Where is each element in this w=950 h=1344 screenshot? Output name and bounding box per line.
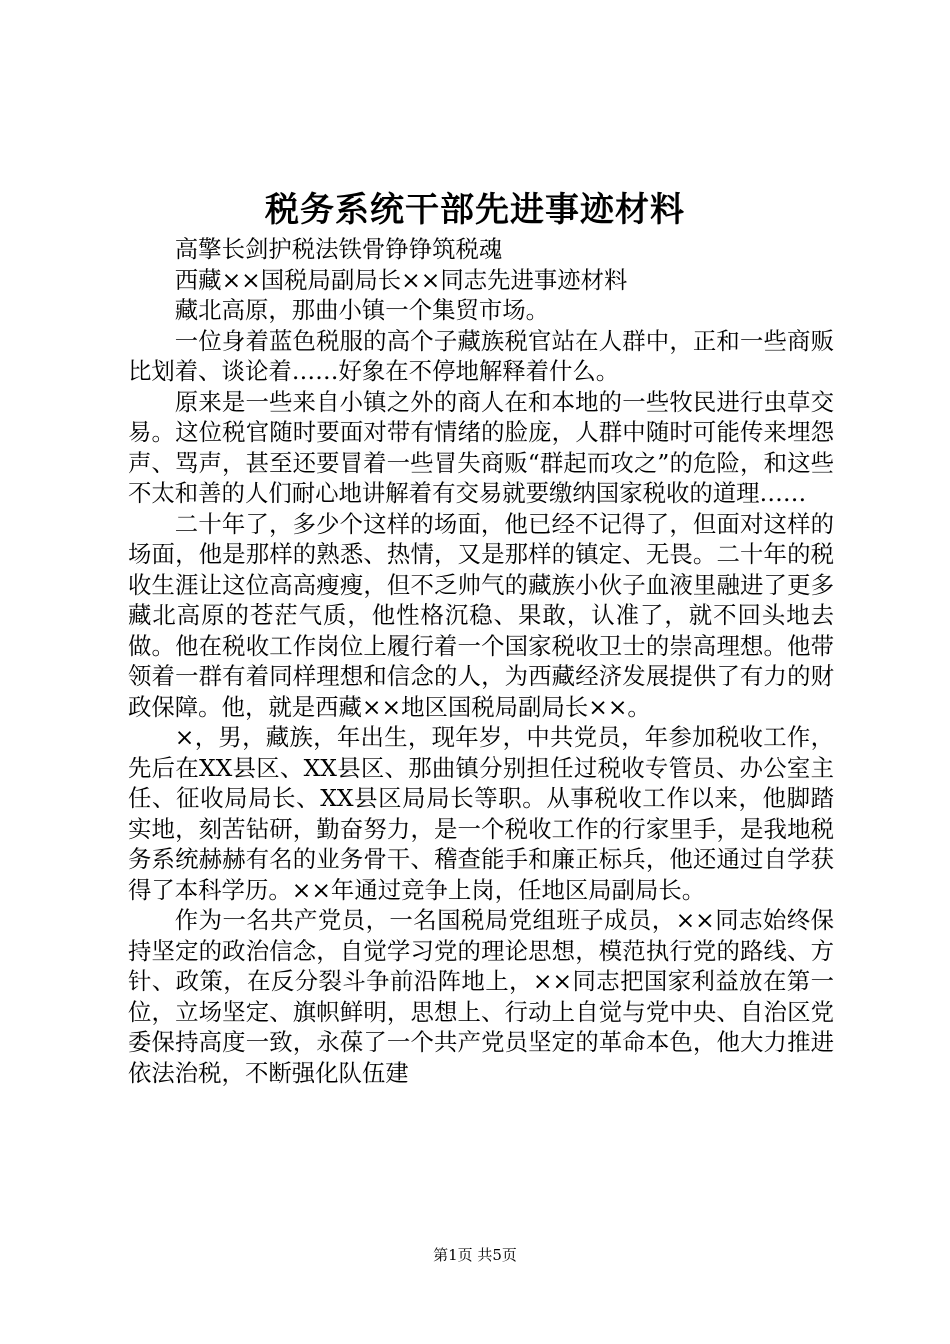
page-number-footer: 第1页 共5页 xyxy=(433,1246,517,1264)
body-paragraph: 原来是一些来自小镇之外的商人在和本地的一些牧民进行虫草交易。这位税官随时要面对带有情绪的脸庞，人群中随时可能传来埋怨声、骂声，甚至还要冒着一些冒失商贩“群起而攻之”的危险，和这些不太和善的人们耐心地讲解着有交易就要缴纳国家税收的道理…… xyxy=(128,387,834,507)
body-paragraph: 一位身着蓝色税服的高个子藏族税官站在人群中，正和一些商贩比划着、谈论着……好象在不停地解释着什么。 xyxy=(128,326,834,385)
body-paragraph: 藏北高原，那曲小镇一个集贸市场。 xyxy=(174,296,550,324)
body-paragraph: ×，男，藏族，年出生，现年岁，中共党员，年参加税收工作，先后在XX县区、XX县区、那曲镇分别担任过税收专管员、办公室主任、征收局局长、XX县区局局长等职。从事税收工作以来，他脚踏实地，刻苦钻研，勤奋努力，是一个税收工作的行家里手，是我地税务系统赫赫有名的业务骨干、稽查能手和廉正标兵，他还通过自学获得了本科学历。××年通过竞争上岗，任地区局副局长。 xyxy=(128,723,834,904)
body-paragraph: 二十年了，多少个这样的场面，他已经不记得了，但面对这样的场面，他是那样的熟悉、热情，又是那样的镇定、无畏。二十年的税收生涯让这位高高瘦瘦，但不乏帅气的藏族小伙子血液里融进了更多藏北高原的苍茫气质，他性格沉稳、果敢，认准了，就不回头地去做。他在税收工作岗位上履行着一个国家税收卫士的崇高理想。他带领着一群有着同样理想和信念的人，为西藏经济发展提供了有力的财政保障。他，就是西藏××地区国税局副局长××。 xyxy=(128,509,834,721)
body-paragraph: 作为一名共产党员，一名国税局党组班子成员，××同志始终保持坚定的政治信念，自觉学习党的理论思想，模范执行党的路线、方针、政策，在反分裂斗争前沿阵地上，××同志把国家利益放在第一位，立场坚定、旗帜鲜明，思想上、行动上自觉与党中央、自治区党委保持高度一致，永葆了一个共产党员坚定的革命本色，他大力推进依法治税，不断强化队伍建 xyxy=(128,906,834,1087)
document-body xyxy=(128,234,834,1088)
subtitle-line: 西藏××国税局副局长××同志先进事迹材料 xyxy=(174,265,628,294)
document-title: 税务系统干部先进事迹材料 xyxy=(265,190,685,230)
subtitle-line: 高擎长剑护税法铁骨铮铮筑税魂 xyxy=(174,235,503,263)
